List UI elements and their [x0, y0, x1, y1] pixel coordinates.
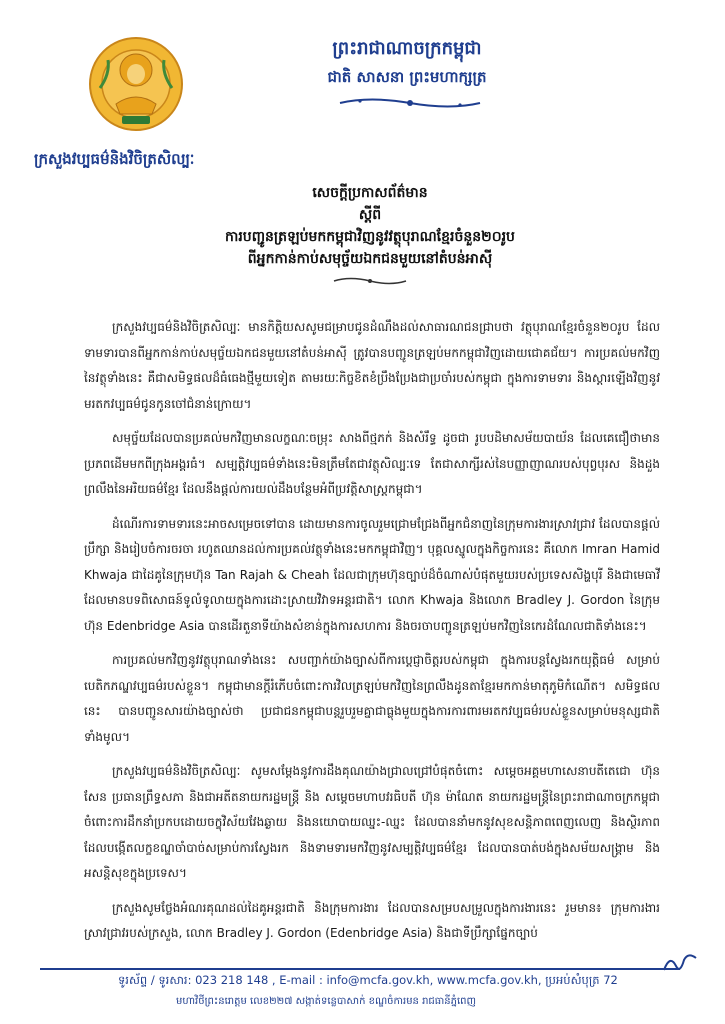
paragraph: ដំណើរការទាមទារនេះអាចសម្រេចទៅបាន ដោយមានការចូលរួមជ្រោមជ្រែងពីអ្នកជំនាញនៃក្រុមការងារស្រាវជ្រាវ ដែលបានផ្តល់ប្រឹក្សា និងរៀបចំការចរចា រហូតឈានដល់ការប្រគល់វត្ថុទាំងនេះមកកម្ពុជាវិញ។ បុគ្គលស្នូលក្នុងកិច្ចការនេះ គឺលោក Imran Hamid Khwaja ជាដៃគូនៃក្រុមហ៊ុន Tan Rajah & Cheah ដែលជាក្រុមហ៊ុនច្បាប់ដ៏ចំណាស់បំផុតមួយរបស់ប្រទេសសិង្ហបុរី និងជាមេធាវីដែលមានបទពិសោធន៍ទូលំទូលាយក្នុងការដោះស្រាយវិវាទអន្តរជាតិ។ លោក Khwaja និងលោក Bradley J. Gordon នៃក្រុមហ៊ុន Edenbridge Asia បានដើរតួនាទីយ៉ាងសំខាន់ក្នុងការសហការ និងចរចាបញ្ជូនត្រឡប់មកវិញនៃកេរដំណែលជាតិទាំងនេះ។: [84, 516, 660, 633]
ministry-name: ក្រសួងវប្បធម៌និងវិចិត្រសិល្បៈ: [34, 150, 195, 168]
header-ornament-icon: [330, 96, 490, 110]
footer-address: មហាវិថីព្រះនរោត្តម លេខ២២៧ សង្កាត់ទន្លេបាសាក់ ខណ្ឌចំការមន រាជធានីភ្នំពេញ: [176, 996, 477, 1007]
paragraph: ក្រសួងវប្បធម៌និងវិចិត្រសិល្បៈ មានកិត្តិយសសូមជម្រាបជូនដំណឹងដល់សាធារណជនជ្រាបថា វត្ថុបុរាណខ្មែរចំនួន២០រូប ដែលទាមទារបានពីអ្នកកាន់កាប់សមុច្ច័យឯកជនមួយនៅតំបន់អាស៊ី ត្រូវបានបញ្ជូនត្រឡប់មកកម្ពុជាវិញដោយជោគជ័យ។ ការប្រគល់មកវិញនៃវត្ថុទាំងនេះ គឺជាសមិទ្ធផលដ៏ធំធេងថ្មីមួយទៀត តាមរយៈកិច្ចខិតខំប្រឹងប្រែងជាប្រចាំរបស់កម្ពុជា ក្នុងការទាមទារ និងស្តារឡើងវិញនូវមរតកវប្បធម៌ជូនកូនចៅជំនាន់ក្រោយ។: [84, 320, 660, 411]
press-release-title: [120, 182, 620, 270]
title-line-2: ស្ដីពី: [358, 207, 382, 223]
paragraph: សមុច្ច័យដែលបានប្រគល់មកវិញមានលក្ខណៈចម្រុះ សាងពីថ្មភក់ និងសំរឹទ្ធ ដូចជា រូបបដិមាសម័យបាយ័ន ដែលគេជឿថាមានប្រភពដើមមកពីក្រុងអង្គរធំ។ សម្បត្តិវប្បធម៌ទាំងនេះមិនត្រឹមតែជាវត្ថុសិល្បៈទេ តែជាសាក្សីរស់នៃបញ្ញាញាណរបស់បុព្វបុរស និងដួងព្រលឹងនៃអរិយធម៌ខ្មែរ ដែលនឹងផ្តល់ការយល់ដឹងបន្ថែមអំពីប្រវត្តិសាស្ត្រកម្ពុជា។: [84, 431, 660, 496]
kingdom-heading: ព្រះរាជាណាចក្រកម្ពុជា: [332, 38, 482, 59]
press-release-body: [84, 315, 660, 956]
paragraph: ការប្រគល់មកវិញនូវវត្ថុបុរាណទាំងនេះ សបញ្ជាក់យ៉ាងច្បាស់ពីការប្តេជ្ញាចិត្តរបស់កម្ពុជា ក្នុងការបន្តស្វែងរកយុត្តិធម៌ សម្រាប់បេតិកភណ្ឌវប្បធម៌របស់ខ្លួន។ កម្ពុជាមានក្តីរំភើបចំពោះការវិលត្រឡប់មកវិញនៃព្រលឹងដូនតាខ្មែរមកកាន់មាតុភូមិកំណើត។ សមិទ្ធផលនេះ បានបញ្ជូនសារយ៉ាងច្បាស់ថា ប្រជាជនកម្ពុជាបន្តរួបរួមគ្នាជាធ្លុងមួយក្នុងការការពារមរតកវប្បធម៌របស់ខ្លួនសម្រាប់មនុស្សជាតិទាំងមូល។: [84, 653, 660, 744]
footer-contact: ទូរស័ព្ទ / ទូរសារ: 023 218 148 , E-mail : info@mcfa.gov.kh, www.mcfa.gov.kh, ប្រអប់សំបុត្រ 72: [118, 973, 618, 987]
paragraph: ក្រសួងសូមថ្លែងអំណរគុណដល់ដៃគូអន្តរជាតិ និងក្រុមការងារ ដែលបានសម្របសម្រួលក្នុងការងារនេះ រួមមាន៖ ក្រុមការងារស្រាវជ្រាវរបស់ក្រសួង, លោក Bradley J. Gordon (Edenbridge Asia) និងជាទីប្រឹក្សាផ្នែកច្បាប់: [84, 900, 660, 940]
ministry-seal-icon: [86, 34, 186, 134]
signature-icon: [662, 950, 698, 976]
title-line-1: សេចក្ដីប្រកាសព័ត៌មាន: [312, 185, 428, 201]
title-ornament-icon: [330, 276, 410, 286]
national-motto: ជាតិ សាសនា ព្រះមហាក្សត្រ: [327, 68, 487, 86]
footer-divider: [40, 968, 680, 970]
paragraph: ក្រសួងវប្បធម៌និងវិចិត្រសិល្បៈ សូមសម្តែងនូវការដឹងគុណយ៉ាងជ្រាលជ្រៅបំផុតចំពោះ សម្តេចអគ្គមហាសេនាបតីតេជោ ហ៊ុន សែន ប្រធានព្រឹទ្ធសភា និងជាអតីតនាយករដ្ឋមន្ត្រី និង សម្តេចមហាបវរធិបតី ហ៊ុន ម៉ាណែត នាយករដ្ឋមន្ត្រីនៃព្រះរាជាណាចក្រកម្ពុជា ចំពោះការដឹកនាំប្រកបដោយចក្ខុវិស័យវែងឆ្ងាយ និងនយោបាយឈ្នះ-ឈ្នះ ដែលបាននាំមកនូវសុខសន្តិភាពពេញលេញ និងស្ថិរភាព ដែលបង្កើតលក្ខខណ្ឌចាំបាច់សម្រាប់ការស្វែងរក និងទាមទារមកវិញនូវសម្បត្តិវប្បធម៌ខ្មែរ ដែលបានបាត់បង់ក្នុងសម័យសង្គ្រាម និងអសន្តិសុខក្នុងប្រទេស។: [84, 764, 660, 880]
title-line-4: ពីអ្នកកាន់កាប់សមុច្ច័យឯកជនមួយនៅតំបន់អាស៊ី: [247, 251, 493, 267]
title-line-3: ការបញ្ជូនត្រឡប់មកកម្ពុជាវិញនូវវត្ថុបុរាណខ្មែរចំនួន២០រូប: [225, 229, 515, 245]
